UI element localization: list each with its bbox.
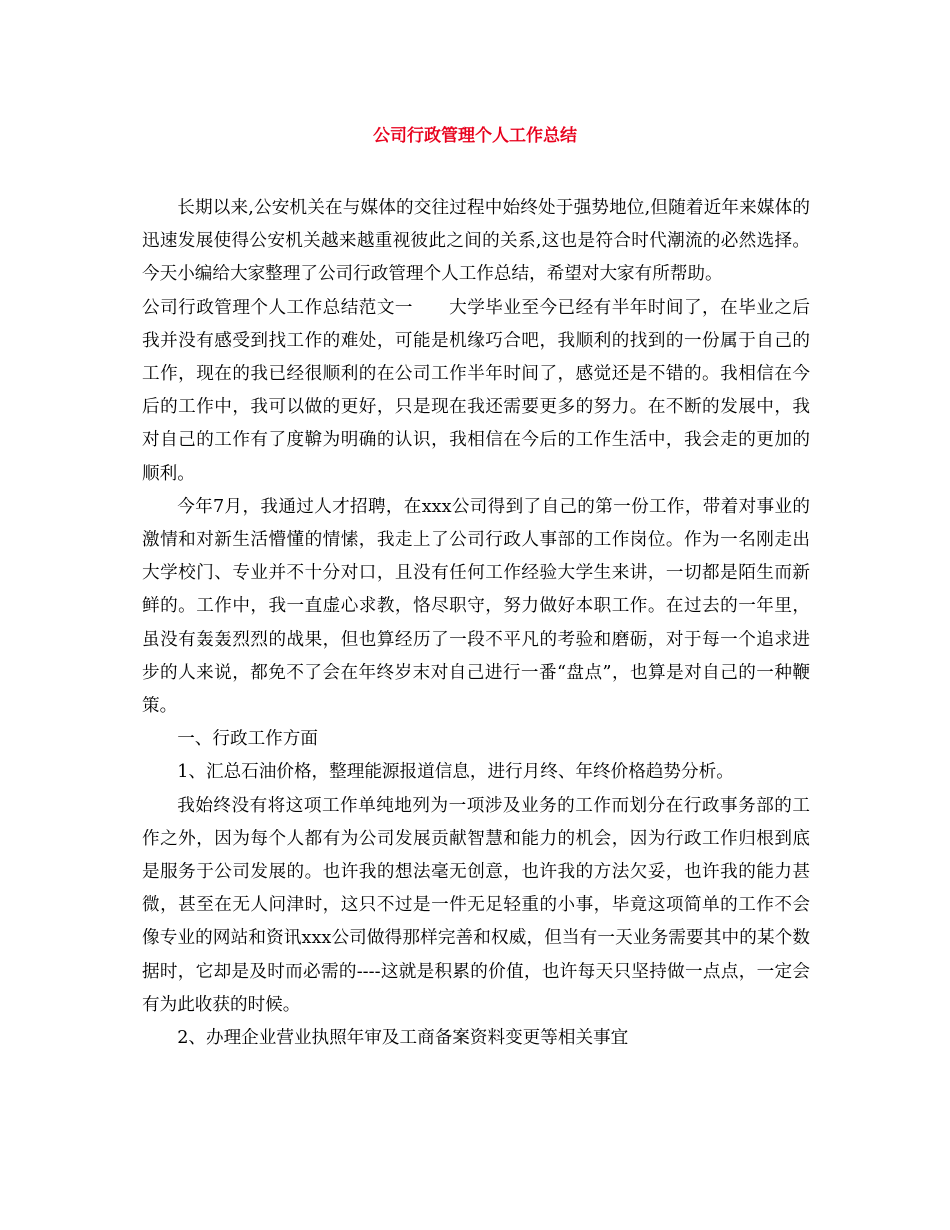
paragraph-oil-price-detail: 我始终没有将这项工作单纯地列为一项涉及业务的工作而划分在行政事务部的工作之外，因为每个人都有为公司发展贡献智慧和能力的机会，因为行政工作归根到底是服务于公司发展的。也许我的想法毫无创意，也许我的方法欠妥，也许我的能力甚微，甚至在无人问津时，这只不过是一件无足轻重的小事，毕竟这项简单的工作不会像专业的网站和资讯xxx公司做得那样完善和权威，但当有一天业务需要其中的某个数据时，它却是及时而必需的----这就是积累的价值，也许每天只坚持做一点点，一定会有为此收获的时候。	[142, 795, 810, 1015]
section-heading-admin: 一、行政工作方面	[177, 729, 318, 750]
paragraph-july: 今年7月，我通过人才招聘，在xxx公司得到了自己的第一份工作，带着对事业的激情和对新生活懵懂的情愫，我走上了公司行政人事部的工作岗位。作为一名刚走出大学校门、专业并不十分对口，且没有任何工作经验大学生来讲，一切都是陌生而新鲜的。工作中，我一直虚心求教，恪尽职守，努力做好本职工作。在过去的一年里，虽没有轰轰烈烈的战果，但也算经历了一段不平凡的考验和磨砺，对于每一个追求进步的人来说，都免不了会在年终岁末对自己进行一番“盘点”，也算是对自己的一种鞭策。	[142, 496, 810, 717]
document-title: 公司行政管理个人工作总结	[373, 126, 577, 146]
list-item-oil-price: 1、汇总石油价格，整理能源报道信息，进行月终、年终价格趋势分析。	[177, 762, 734, 783]
paragraph-sample-one: 公司行政管理个人工作总结范文一 大学毕业至今已经有半年时间了，在毕业之后我并没有感受到找工作的难处，可能是机缘巧合吧，我顺利的找到的一份属于自己的工作，现在的我已经很顺利的在公司工作半年时间了，感觉还是不错的。我相信在今后的工作中，我可以做的更好，只是现在我还需要更多的努力。在不断的发展中，我对自己的工作有了度鞥为明确的认识，我相信在今后的工作生活中，我会走的更加的顺利。	[142, 297, 810, 484]
document-body	[142, 192, 810, 1055]
paragraph-intro: 长期以来,公安机关在与媒体的交往过程中始终处于强势地位,但随着近年来媒体的迅速发展使得公安机关越来越重视彼此之间的关系,这也是符合时代潮流的必然选择。今天小编给大家整理了公司行政管理个人工作总结，希望对大家有所帮助。	[142, 198, 810, 285]
list-item-business-license: 2、办理企业营业执照年审及工商备案资料变更等相关事宜	[177, 1028, 629, 1049]
